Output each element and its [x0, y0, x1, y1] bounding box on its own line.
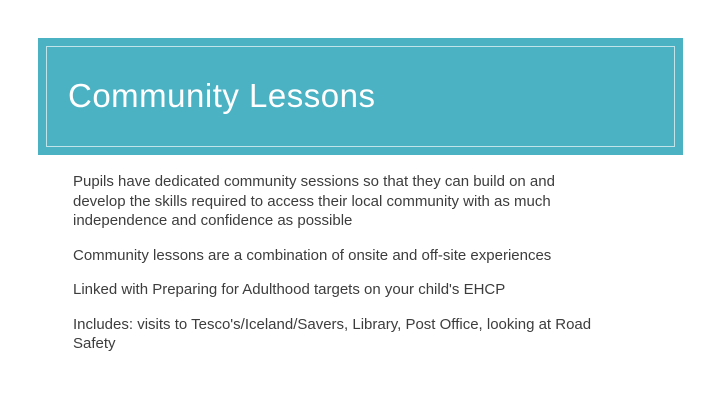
- paragraph-line: Pupils have dedicated community sessions so that they can build on and: [73, 173, 555, 190]
- paragraph-line: Community lessons are a combination of onsite and off-site experiences: [73, 246, 552, 264]
- paragraph-community-sessions: [73, 172, 673, 231]
- paragraph-lesson-combination: [73, 246, 673, 266]
- paragraph-includes-visits: [73, 315, 673, 354]
- body-text-block: [73, 172, 673, 369]
- paragraph-line: Includes: visits to Tesco's/Iceland/Savers, Library, Post Office, looking at Road: [73, 315, 592, 333]
- paragraph-line: develop the skills required to access their local community with as much: [73, 192, 551, 210]
- title-banner: [38, 38, 683, 155]
- slide-title: Community Lessons: [68, 77, 376, 115]
- paragraph-line: Safety: [73, 335, 116, 352]
- paragraph-line: independence and confidence as possible: [73, 212, 353, 229]
- paragraph-line: Linked with Preparing for Adulthood targets on your child's EHCP: [73, 281, 506, 298]
- paragraph-adulthood-targets: [73, 280, 673, 300]
